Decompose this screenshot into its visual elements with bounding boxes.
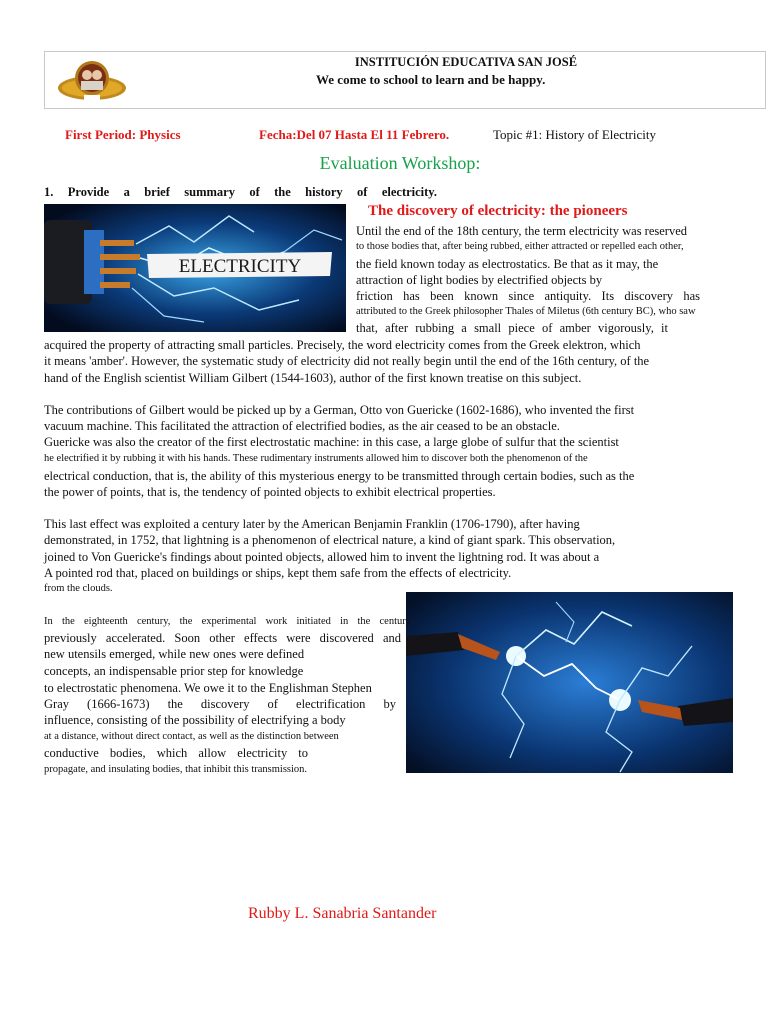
text-line: influence, consisting of the possibility of electrifying a body xyxy=(44,713,346,727)
text-line: In the eighteenth century, the experimental work initiated in the century xyxy=(44,616,411,627)
text-line: from the clouds. xyxy=(44,583,113,594)
text-line: concepts, an indispensable prior step for knowledge xyxy=(44,664,304,678)
text-line: conductive bodies, which allow electricity to xyxy=(44,746,308,760)
text-line: friction has been known since antiquity. Its discovery has xyxy=(356,289,700,303)
text-line: acquired the property of attracting small particles. Precisely, the word electricity comes from the Greek elektron, which xyxy=(44,338,641,352)
text-line: the field known today as electrostatics. Be that as it may, the xyxy=(356,257,659,271)
text-line: new utensils emerged, while new ones were defined xyxy=(44,647,305,661)
period-label: First Period: Physics xyxy=(65,127,181,142)
banner-text: ELECTRICITY xyxy=(178,256,302,277)
text-line: the power of points, that is, the tendency of pointed objects to exhibit electrical properties. xyxy=(44,485,496,499)
text-line: to electrostatic phenomena. We owe it to the Englishman Stephen xyxy=(44,681,372,695)
school-name: INSTITUCIÓN EDUCATIVA SAN JOSÉ xyxy=(354,55,578,69)
text-line: at a distance, without direct contact, as well as the distinction between xyxy=(44,731,339,742)
date-label: Fecha:Del 07 Hasta El 11 Febrero. xyxy=(259,127,450,142)
text-line: Gray (1666-1673) the discovery of electrification by xyxy=(44,697,396,711)
text-line: electrical conduction, that is, the ability of this mysterious energy to be transmitted through certain bodies, such as the xyxy=(44,469,635,483)
text-line: This last effect was exploited a century later by the American Benjamin Franklin (1706-1790), after having xyxy=(44,517,580,531)
text-line: to those bodies that, after being rubbed, either attracted or repelled each other, xyxy=(356,241,684,252)
text-line: A pointed rod that, placed on buildings or ships, kept them safe from the effects of electricity. xyxy=(44,566,512,580)
text-line: vacuum machine. This facilitated the attraction of electrified bodies, as the air ceased to be an obstacle. xyxy=(44,419,560,433)
electricity-banner-image xyxy=(44,204,346,332)
section-title: The discovery of electricity: the pioneers xyxy=(368,203,628,219)
text-line: he electrified it by rubbing it with his hands. These rudimentary instruments allowed him to discover both the phenomenon of the xyxy=(44,453,588,464)
text-line: hand of the English scientist William Gilbert (1544-1603), author of the first known treatise on this subject. xyxy=(44,371,582,385)
text-line: previously accelerated. Soon other effects were discovered and xyxy=(44,631,401,645)
text-line: Until the end of the 18th century, the term electricity was reserved xyxy=(356,224,688,238)
electric-wires-image xyxy=(406,592,733,773)
text-line: joined to Von Guericke's findings about pointed objects, allowed him to invent the lightning rod. It was about a xyxy=(44,550,600,564)
text-line: Guericke was also the creator of the first electrostatic machine: in this case, a large globe of sulfur that the scientist xyxy=(44,435,619,449)
text-line: attributed to the Greek philosopher Thales of Miletus (6th century BC), who saw xyxy=(356,306,696,317)
text-line: demonstrated, in 1752, that lightning is a phenomenon of electrical nature, a kind of giant spark. This observation, xyxy=(44,533,616,547)
text-line: propagate, and insulating bodies, that inhibit this transmission. xyxy=(44,764,308,775)
text-line: that, after rubbing a small piece of amber vigorously, it xyxy=(356,321,668,335)
text-line: The contributions of Gilbert would be picked up by a German, Otto von Guericke (1602-1686), who invented the first xyxy=(44,403,635,417)
question-1: 1. Provide a brief summary of the history of electricity. xyxy=(44,185,437,199)
school-motto: We come to school to learn and be happy. xyxy=(316,72,546,87)
author-signature: Rubby L. Sanabria Santander xyxy=(248,905,437,922)
school-logo xyxy=(56,58,128,104)
text-line: attraction of light bodies by electrified objects by xyxy=(356,273,603,287)
workshop-title: Evaluation Workshop: xyxy=(319,153,481,173)
topic-label: Topic #1: History of Electricity xyxy=(493,127,656,142)
text-line: it means 'amber'. However, the systematic study of electricity did not really begin until the end of the 16th century, of the xyxy=(44,354,650,368)
